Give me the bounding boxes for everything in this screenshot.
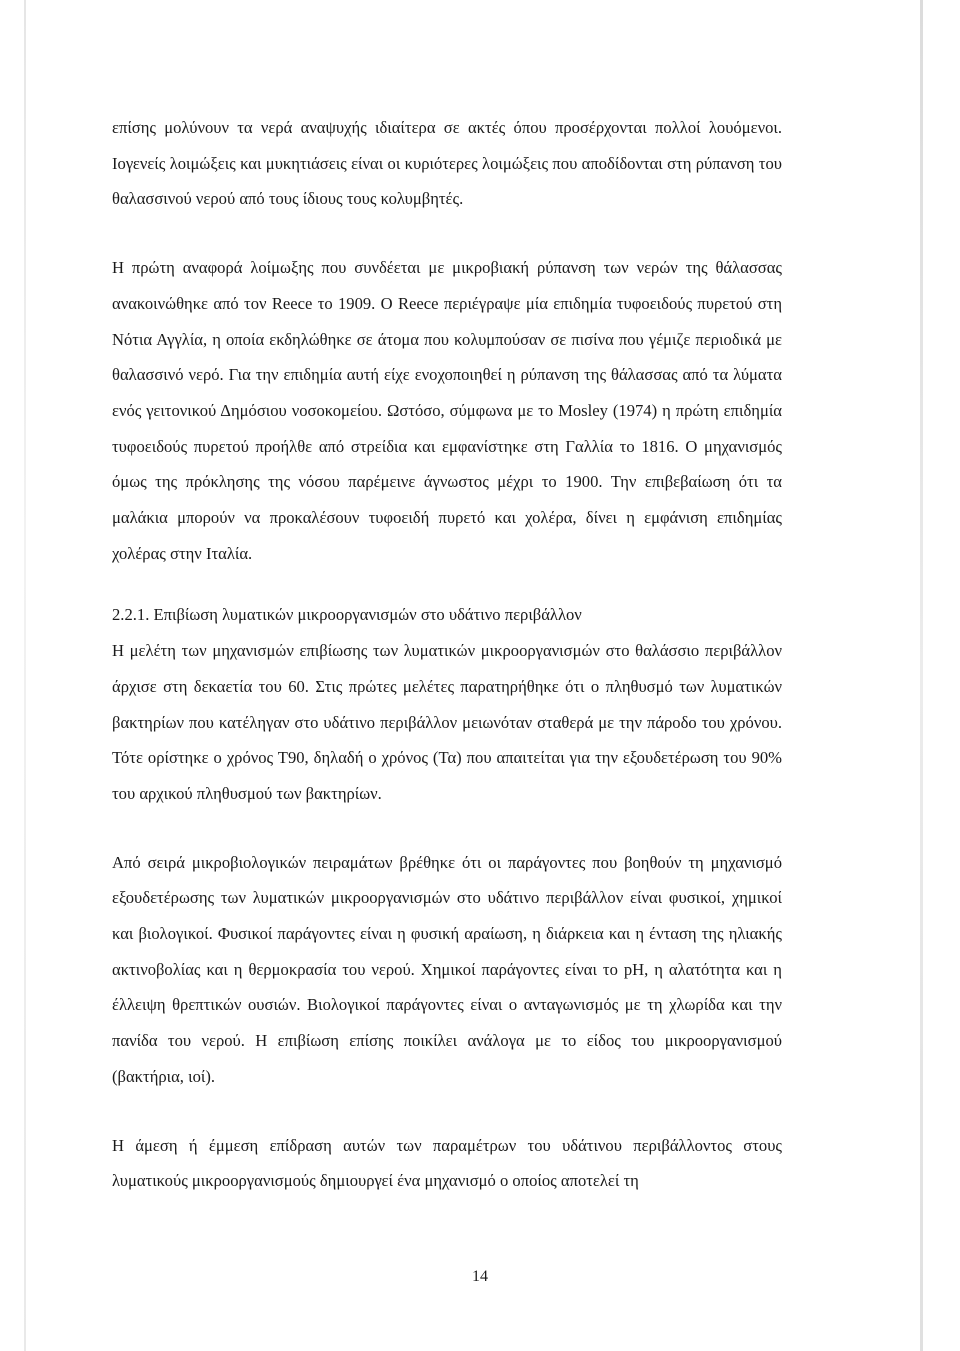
- paragraph-direct-effect: Η άμεση ή έμμεση επίδραση αυτών των παραμέτρων του υδάτινου περιβάλλοντος στους λυματικούς μικροοργανισμούς δημιουργεί ένα μηχανισμό ο οποίος αποτελεί τη: [112, 1135, 782, 1191]
- scan-edge-right: [920, 0, 923, 1351]
- paragraph-first-report: Η πρώτη αναφορά λοίμωξης που συνδέεται με μικροβιακή ρύπανση των νερών της θάλασσας ανακοινώθηκε από τον Reece το 1909. Ο Reece περιέγραψε μία επιδημία τυφοειδούς πυρετού στη Νότια Αγγλία, η οποία εκδηλώθηκε σε άτομα που κολυμπούσαν σε πισίνα που γέμιζε περιοδικά με θαλασσινό νερό. Για την επιδημία αυτή είχε ενοχοποιηθεί η ρύπανση της θάλασσας από τα λύματα ενός γειτονικού Δημόσιου νοσοκομείου. Ωστόσο, σύμφωνα με το Mosley (1974) η πρώτη επιδημία τυφοειδούς πυρετού προήλθε από στρείδια και εμφανίστηκε στη Γαλλία το 1816. Ο μηχανισμός όμως της πρόκλησης της νόσου παρέμεινε άγνωστος μέχρι το 1900. Την επιβεβαίωση ότι τα μαλάκια μπορούν να προκαλέσουν τυφοειδή πυρετό και χολέρα, δίνει η εμφάνιση επιδημίας χολέρας στην Ιταλία.: [112, 258, 782, 563]
- paragraph-contamination: επίσης μολύνουν τα νερά αναψυχής ιδιαίτερα σε ακτές όπου προσέρχονται πολλοί λουόμενοι. Ιογενείς λοιμώξεις και μυκητιάσεις είναι οι κυριότερες λοιμώξεις που αποδίδονται στη ρύπανση του θαλασσινού νερού από τους ίδιους τους κολυμβητές.: [112, 118, 782, 209]
- scan-edge-left: [24, 0, 26, 1351]
- paragraph-survival-mechanisms: Η μελέτη των μηχανισμών επιβίωσης των λυματικών μικροοργανισμών στο θαλάσσιο περιβάλλον άρχισε στη δεκαετία του 60. Στις πρώτες μελέτες παρατηρήθηκε ότι ο πληθυσμό των λυματικών βακτηρίων που κατέληγαν στο υδάτινο περιβάλλον μειωνόταν σταθερά με την πάροδο του χρόνου. Τότε ορίστηκε ο χρόνος Τ90, δηλαδή ο χρόνος (Τα) που απαιτείται για την εξουδετέρωση του 90% του αρχικού πληθυσμού των βακτηρίων.: [112, 641, 782, 803]
- page-number: 14: [472, 1268, 488, 1285]
- document-page: [112, 110, 782, 1199]
- paragraph-factors: Από σειρά μικροβιολογικών πειραμάτων βρέθηκε ότι οι παράγοντες που βοηθούν τη μηχανισμό εξουδετέρωσης των λυματικών μικροοργανισμών στο υδάτινο περιβάλλον είναι φυσικοί, χημικοί και βιολογικοί. Φυσικοί παράγοντες είναι η φυσική αραίωση, η διάρκεια και η ένταση της ηλιακής ακτινοβολίας και η θερμοκρασία του νερού. Χημικοί παράγοντες είναι το pH, η αλατότητα και η έλλειψη θρεπτικών ουσιών. Βιολογικοί παράγοντες είναι ο ανταγωνισμός με τη χλωρίδα και την πανίδα του νερού. Η επιβίωση επίσης ποικίλει ανάλογα με το είδος του μικροοργανισμού (βακτήρια, ιοί).: [112, 852, 782, 1086]
- section-heading: 2.2.1. Επιβίωση λυματικών μικροοργανισμών στο υδάτινο περιβάλλον: [112, 605, 582, 625]
